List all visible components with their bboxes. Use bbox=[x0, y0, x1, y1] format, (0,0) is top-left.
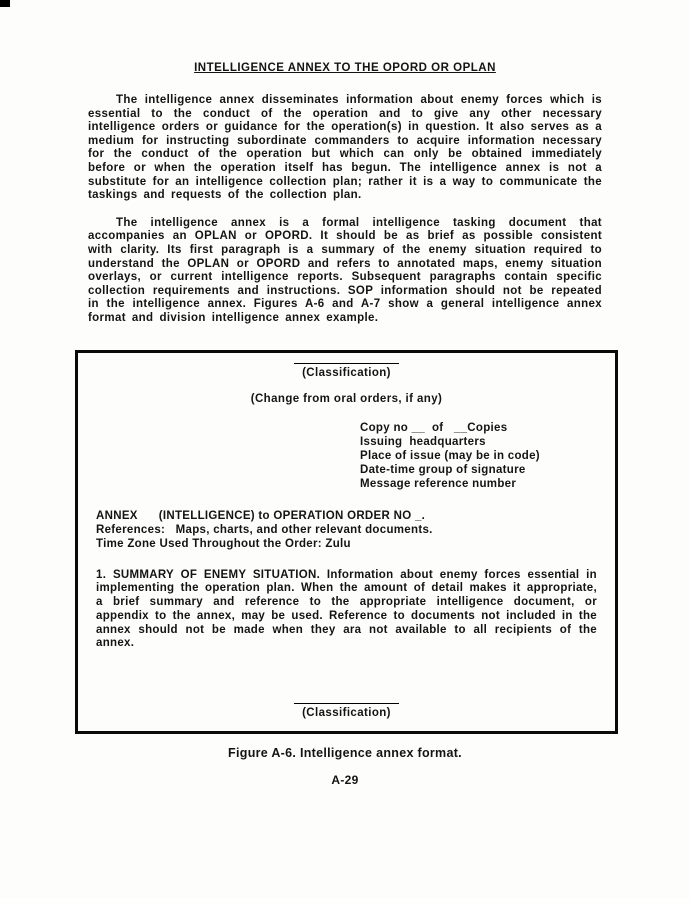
body-paragraph-1: The intelligence annex disseminates information about enemy forces which is essential to the conduct of the operation and to give any other necessary intelligence orders or guidance for the operation(s) in question. It also serves as a medium for instructing subordinate commanders to acquire information necessary for the conduct of the operation but which can only be obtained immediately before or when the operation itself has begun. The intelligence annex is not a substitute for an intelligence collection plan; rather it is a way to communicate the taskings and requests of the collection plan. bbox=[88, 94, 602, 202]
time-zone-line: Time Zone Used Throughout the Order: Zulu bbox=[96, 537, 351, 550]
figure-caption: Figure A-6. Intelligence annex format. bbox=[228, 746, 462, 761]
place-of-issue-line: Place of issue (may be in code) bbox=[360, 449, 540, 462]
date-time-group-line: Date-time group of signature bbox=[360, 463, 526, 476]
figure-annex-format-box bbox=[75, 350, 618, 735]
body-paragraph-2: The intelligence annex is a formal intelligence tasking document that accompanies an OPLAN or OPORD. It should be as brief as possible consistent with clarity. Its first paragraph is a summary of the enemy situation required to understand the OPLAN or OPORD and refers to annotated maps, enemy situation overlays, or current intelligence reports. Subsequent paragraphs contain specific collection requirements and instructions. SOP information should not be repeated in the intelligence annex. Figures A-6 and A-7 show a general intelligence annex format and division intelligence annex example. bbox=[88, 216, 602, 324]
classification-top-line bbox=[96, 363, 597, 379]
page-title: INTELLIGENCE ANNEX TO THE OPORD OR OPLAN bbox=[194, 62, 496, 74]
message-reference-line: Message reference number bbox=[360, 477, 517, 490]
page-number: A-29 bbox=[331, 773, 359, 788]
references-line: References: Maps, charts, and other relevant documents. bbox=[96, 523, 433, 536]
annex-identification-block bbox=[96, 509, 597, 551]
order-heading-block bbox=[360, 421, 597, 491]
summary-of-enemy-situation-paragraph: 1. SUMMARY OF ENEMY SITUATION. Information about enemy forces essential in implementing the operation plan. When the amount of detail makes it appropriate, a brief summary and reference to the appropriate intelligence document, or appendix to the annex, may be used. Reference to documents not included in the annex should not be made when they ara not available to all recipients of the annex. bbox=[96, 568, 597, 650]
issuing-headquarters-line: Issuing headquarters bbox=[360, 435, 486, 448]
classification-top-label: (Classification) bbox=[294, 363, 399, 379]
classification-bottom-label: (Classification) bbox=[294, 703, 399, 719]
copy-number-line: Copy no __ of __Copies bbox=[360, 421, 508, 434]
change-from-oral-orders-line: (Change from oral orders, if any) bbox=[250, 392, 443, 405]
classification-bottom-line bbox=[96, 703, 597, 719]
annex-title-line: ANNEX (INTELLIGENCE) to OPERATION ORDER NO _. bbox=[96, 509, 426, 522]
scan-artifact-mark bbox=[0, 0, 10, 7]
